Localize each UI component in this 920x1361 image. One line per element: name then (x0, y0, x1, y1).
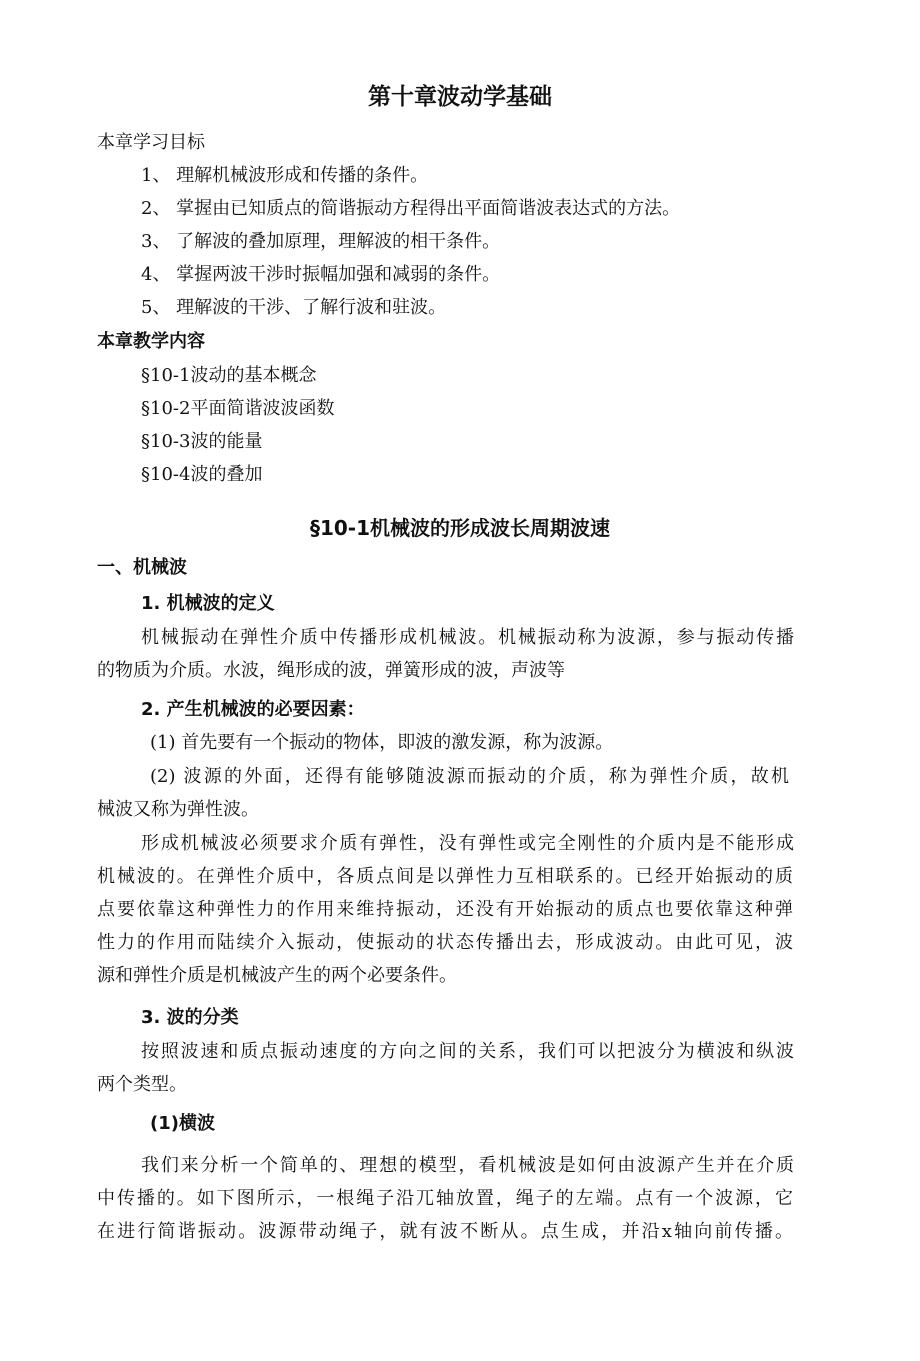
objective-item: 5、 理解波的干涉、了解行波和驻波。 (141, 297, 447, 318)
objective-item: 3、 了解波的叠加原理，理解波的相干条件。 (141, 231, 501, 252)
paragraph-line: 点要依靠这种弹性力的作用来维持振动，还没有开始振动的质点也要依靠这种弹 (97, 899, 793, 920)
paragraph-line: 源和弹性介质是机械波产生的两个必要条件。 (97, 965, 457, 986)
paragraph-line: 机械振动在弹性介质中传播形成机械波。机械振动称为波源，参与振动传播 (141, 627, 794, 648)
sub1-heading: 1. 机械波的定义 (141, 593, 275, 614)
contents-item: §10-2平面简谐波波函数 (141, 398, 335, 419)
objective-item: 2、 掌握由已知质点的简谐振动方程得出平面简谐波表达式的方法。 (141, 198, 681, 219)
factor-item-cont: 械波又称为弹性波。 (97, 799, 259, 820)
factor-item: (1) 首先要有一个振动的物体，即波的激发源，称为波源。 (150, 732, 614, 753)
objective-item: 4、 掌握两波干涉时振幅加强和减弱的条件。 (141, 264, 501, 285)
part1-heading: 一、机械波 (97, 557, 187, 578)
sub2-heading: 2. 产生机械波的必要因素： (141, 699, 365, 720)
paragraph-line: 中传播的。如下图所示，一根绳子沿兀轴放置，绳子的左端。点有一个波源，它 (97, 1188, 793, 1209)
paragraph-line: 性力的作用而陆续介入振动，使振动的状态传播出去，形成波动。由此可见，波 (97, 932, 793, 953)
contents-heading: 本章教学内容 (97, 331, 205, 352)
paragraph-line: 两个类型。 (97, 1074, 187, 1095)
transverse-heading: (1)横波 (150, 1113, 215, 1134)
factor-item: (2) 波源的外面，还得有能够随波源而振动的介质，称为弹性介质，故机 (150, 766, 789, 787)
sub3-heading: 3. 波的分类 (141, 1007, 239, 1028)
contents-item: §10-4波的叠加 (141, 464, 263, 485)
contents-item: §10-1波动的基本概念 (141, 365, 317, 386)
paragraph-line: 形成机械波必须要求介质有弹性，没有弹性或完全刚性的介质内是不能形成 (141, 833, 794, 854)
contents-item: §10-3波的能量 (141, 431, 263, 452)
objective-item: 1、 理解机械波形成和传播的条件。 (141, 165, 429, 186)
chapter-title: 第十章波动学基础 (368, 84, 552, 110)
paragraph-line: 机械波的。在弹性介质中，各质点间是以弹性力互相联系的。已经开始振动的质 (97, 866, 793, 887)
paragraph-line: 我们来分析一个简单的、理想的模型，看机械波是如何由波源产生并在介质 (141, 1155, 794, 1176)
paragraph-line: 在进行简谐振动。波源带动绳子，就有波不断从。点生成，并沿x轴向前传播。 (97, 1221, 793, 1242)
paragraph-line: 按照波速和质点振动速度的方向之间的关系，我们可以把波分为横波和纵波 (141, 1041, 794, 1062)
paragraph-line: 的物质为介质。水波，绳形成的波，弹簧形成的波，声波等 (97, 660, 565, 681)
objectives-heading: 本章学习目标 (97, 132, 205, 153)
section-title: §10-1机械波的形成波长周期波速 (309, 516, 611, 540)
